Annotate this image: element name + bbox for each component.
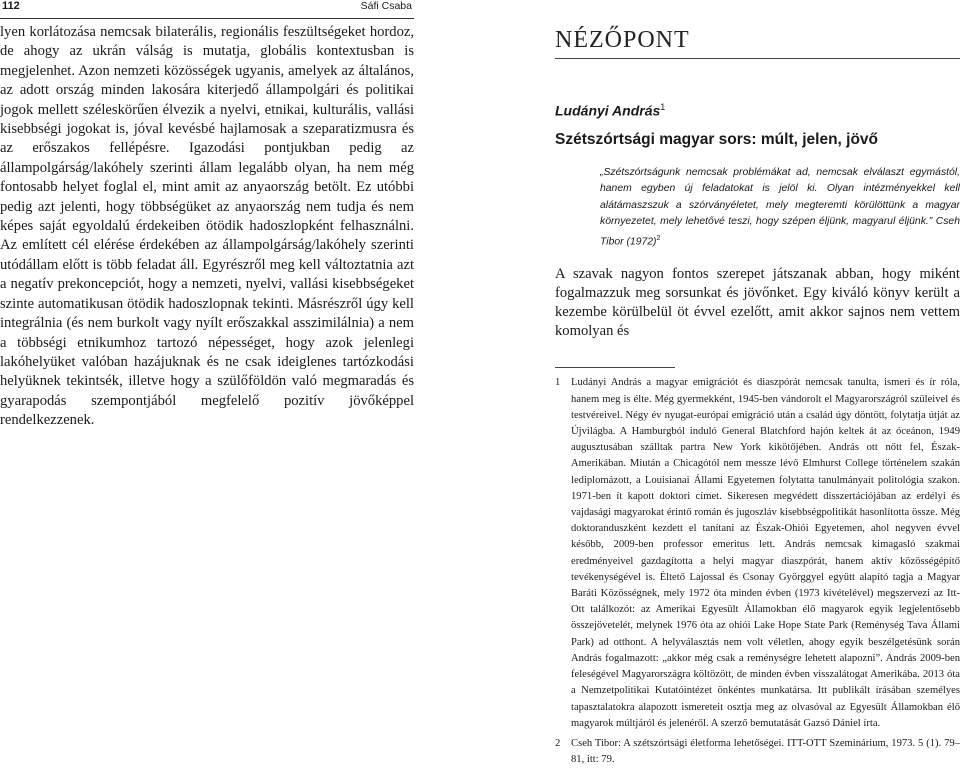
epigraph-text: „Szétszórtságunk nemcsak problémákat ad, nemcsak elválaszt egymástól, hanem egyben új feladatokat is jelöl ki. Olyan intézményekkel kell alátámaszszuk a szórványéletet, mely megteremti körülöttünk a magyar környezetet, mely lehetővé teszi, hogy szépen éljünk, magyarul éljünk.” Cseh Tibor (1972)	[600, 166, 960, 248]
article-author	[555, 102, 960, 119]
article-title: Szétszórtsági magyar sors: múlt, jelen, jövő	[555, 130, 879, 148]
article-author-note: 1	[660, 102, 666, 112]
left-body-text	[0, 23, 414, 431]
section-rule	[555, 58, 960, 59]
footnotes	[555, 375, 960, 768]
section-title: NÉZŐPONT	[555, 27, 690, 53]
running-author: Sáfi Csaba	[360, 0, 412, 12]
footnote-1	[555, 375, 960, 731]
paragraph: lyen korlátozása nemcsak bilaterális, regionális feszültségeket hordoz, de ahogy az ukrán válság is mutatja, globális kontextusban is megjelenhet. Azon nemzeti közösségek ugyanis, amelyek az általános, az adott ország minden lakosára kiterjedő állampolgári és politikai jogok mellett széleskörűen élvezik a nyelvi, etnikai, kulturális, vallási kisebbségi jogokat is, jóval kevésbé hajlamosak a szeparatizmusra és az erőszakos fellépésre. Igazodási pontjukban pedig az állampolgárság/lakóhely szerinti állam legalább olyan, ha nem még fontosabb helyet foglal el, mint amit az anyaország betölt. Ez utóbbi pedig azt jelenti, hogy többségüket az anyaország nem tudja és nem képes saját egyoldalú érdekeiben ötödik hadoszlopként felhasználni. Az említett cél elérése érdekében az állampolgárság/lakóhely szerinti utódállam előtt is több feladat áll. Egyrészről meg kell változtatnia azt a negatív prekoncepciót, hogy a nemzeti, nyelvi, vallási kisebbségeket szinte automatikusan ötödik hadoszlopnak tekinti. Másrészről úgy kell integrálnia (és nem burkolt vagy nyílt erőszakkal asszimilálnia) a nem a többségi etnikumhoz tartozó népességet, hogy azok jelenlegi lakóhelyüket valóban hazájuknak és ne csak ideiglenes tartózkodási helyüknek tekintsék, illetve hogy a szülőföldön való megmaradás és gyarapodás szempontjából megfelelő pozitív jövőképpel rendelkezzenek.	[0, 24, 414, 429]
epigraph	[600, 165, 960, 251]
intro-paragraph: A szavak nagyon fontos szerepet játszanak abban, hogy miként fogalmazzuk meg sorsunkat és jövőnket. Egy kiváló könyv került a kezembe körülbelül öt évvel ezelőtt, amit akkor sajnos nem vettem komolyan és	[555, 265, 960, 340]
left-page-header	[0, 0, 414, 19]
footnote-2	[555, 736, 960, 768]
footnote-mark: 1	[555, 377, 561, 389]
right-page	[555, 0, 960, 766]
footnote-mark: 2	[555, 737, 561, 749]
intro-text	[555, 265, 960, 342]
footnote-text: Cseh Tibor: A szétszórtsági életforma lehetőségei. ITT-OTT Szeminárium, 1973. 5 (1). 79–81, itt: 79.	[571, 737, 960, 766]
footnote-text: Ludányi András a magyar emigrációt és diaszpórát nemcsak tanulta, ismeri és ír róla, hanem meg is élte. Még gyermekként, 1945-ben vándorolt el Magyarországról szüleivel és testvéreivel. Négy év nyugat-európai emigráció után a család úgy döntött, folytatja útját az Újvilágba. A Hamburgból induló General Blatchford hajón keltek át az óceánon, 1949 augusztusában szálltak partra New York kikötőjében. András ott nőtt fel, Észak-Amerikában. Miután a Chicagótól nem messze lévő Elmhurst College történelem szakán lediplomázott, a Louisianai Állami Egyetemen folytatta tanulmányait politológia szakon. 1971-ben ít kapott doktori címet. Sikeresen megvédett disszertációjában az erdélyi és vajdasági magyarokat érintő román és jugoszláv kisebbségpolitikát hasonlította össze. Még doktoranduszként kezdett el tanítani az Észak-Ohiói Egyetemen, ahol negyven évvel később, 2009-ben professor emeritus lett. András nemcsak kimagasló szakmai eredményeivel gazdagította a helyi magyar diaszpórát, hanem aktív közösségépítő tevékenységével is. Éltető Lajossal és Csonay Györggyel együtt alapító tagja a Magyar Baráti Közösségnek, mely 1972 óta minden évben (1973 kivételével) megszervezi az Itt-Ott találkozót: az Amerikai Egyesült Államokban élő magyarok egyik legjelentősebb összejövetelét, melynek 1976 óta az ohiói Lake Hope State Park (Reménység Tava Állami Park) ad otthont. A helyválasztás nem volt véletlen, ahogy egyik beszélgetésünk során András fogalmazott: „akkor még csak a reménységre lehetett alapozni”. András 2009-ben feleségével Magyarországra költözött, de minden évben visszalátogat Amerikába. 2013 óta a Nemzetpolitikai Kutatóintézet önkéntes munkatársa. Itt publikált írásában személyes tapasztalatokra alapozott ismereteit osztja meg az olvasóval az Egyesült Államokban élő magyarok múltjáról és jelenéről. A szerző bemutatását Gazsó Dániel írta.	[571, 377, 960, 729]
page-number: 112	[2, 0, 20, 12]
footnote-rule	[555, 367, 675, 368]
epigraph-note: 2	[656, 234, 661, 242]
left-page	[0, 0, 414, 658]
article-author-name: Ludányi András	[555, 102, 661, 119]
